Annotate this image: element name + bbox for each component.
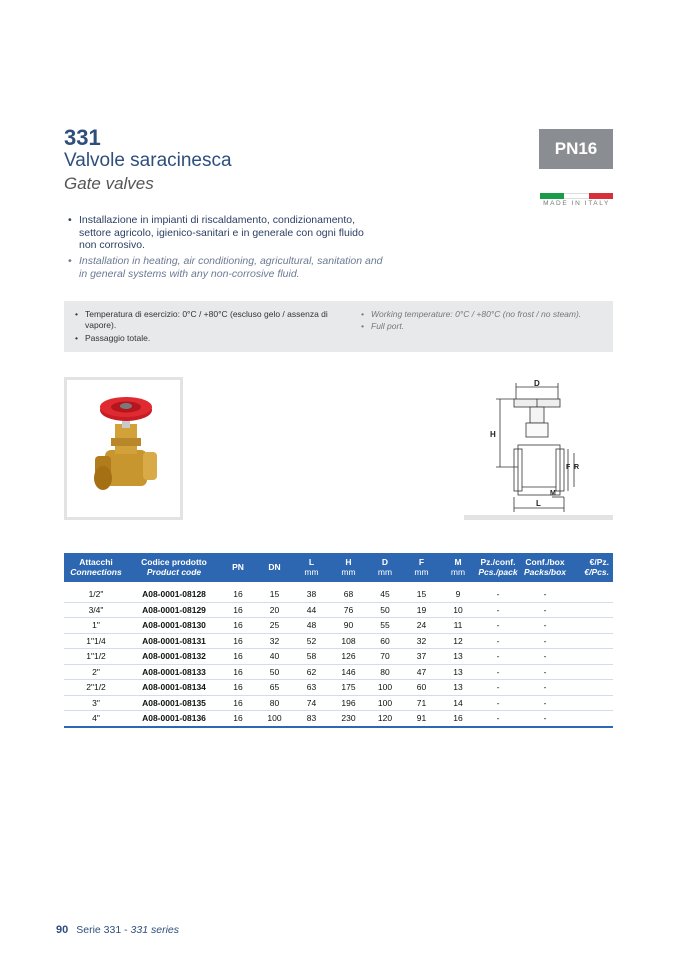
- table-cell: 90: [330, 618, 367, 634]
- table-cell: A08-0001-08131: [128, 633, 220, 649]
- table-cell: 80: [256, 695, 293, 711]
- col-header-f: F mm: [403, 553, 440, 582]
- table-cell: -: [476, 711, 520, 727]
- col-header-m: M mm: [440, 553, 476, 582]
- table-cell: 58: [293, 649, 330, 665]
- table-cell: 15: [256, 587, 293, 602]
- table-cell: 19: [403, 602, 440, 618]
- table-cell: -: [520, 649, 570, 665]
- col-header-pcs-pack: Pz./conf. Pcs./pack: [476, 553, 520, 582]
- table-cell: 12: [440, 633, 476, 649]
- table-cell: 60: [367, 633, 403, 649]
- table-cell: [570, 587, 613, 602]
- table-cell: 2": [64, 664, 128, 680]
- table-cell: 100: [367, 680, 403, 696]
- table-cell: -: [520, 711, 570, 727]
- dim-label-h: H: [490, 430, 496, 439]
- page-footer: [56, 924, 179, 936]
- feature-en-1: • Working temperature: 0°C / +80°C (no frost / no steam).: [371, 309, 611, 320]
- table-cell: 20: [256, 602, 293, 618]
- table-cell: 15: [403, 587, 440, 602]
- table-cell: 13: [440, 649, 476, 665]
- table-cell: -: [476, 664, 520, 680]
- table-cell: 16: [220, 618, 256, 634]
- col-header-h: H mm: [330, 553, 367, 582]
- table-cell: 24: [403, 618, 440, 634]
- table-row: [64, 587, 613, 602]
- table-cell: 62: [293, 664, 330, 680]
- table-cell: -: [476, 633, 520, 649]
- table-cell: 16: [220, 649, 256, 665]
- table-cell: 37: [403, 649, 440, 665]
- col-header-connections: Attacchi Connections: [64, 553, 128, 582]
- table-cell: [570, 711, 613, 727]
- product-code-title: 331: [64, 125, 101, 150]
- table-cell: 40: [256, 649, 293, 665]
- table-cell: [570, 618, 613, 634]
- table-cell: 2"1/2: [64, 680, 128, 696]
- table-cell: 47: [403, 664, 440, 680]
- technical-drawing: [464, 375, 613, 520]
- table-cell: 100: [367, 695, 403, 711]
- italian-flag-icon: [540, 193, 613, 199]
- product-photo: [64, 377, 183, 520]
- table-cell: 52: [293, 633, 330, 649]
- drawing-base-bar: [464, 515, 613, 520]
- table-cell: A08-0001-08129: [128, 602, 220, 618]
- dim-label-m: M: [550, 490, 556, 497]
- page-number: 90: [56, 924, 69, 936]
- col-header-dn: DN: [256, 553, 293, 582]
- table-cell: 70: [367, 649, 403, 665]
- table-cell: 25: [256, 618, 293, 634]
- features-box: [64, 301, 613, 352]
- table-cell: 68: [330, 587, 367, 602]
- table-row: [64, 618, 613, 634]
- table-row: [64, 695, 613, 711]
- table-cell: 3": [64, 695, 128, 711]
- pn-badge: PN16: [539, 129, 613, 169]
- table-cell: -: [520, 664, 570, 680]
- table-cell: A08-0001-08136: [128, 711, 220, 727]
- table-cell: [570, 649, 613, 665]
- table-row: [64, 664, 613, 680]
- table-cell: A08-0001-08133: [128, 664, 220, 680]
- feature-it-1: • Temperatura di esercizio: 0°C / +80°C (escluso gelo / assenza di vapore).: [85, 309, 331, 331]
- table-cell: 74: [293, 695, 330, 711]
- table-cell: 55: [367, 618, 403, 634]
- col-header-product-code: Codice prodotto Product code: [128, 553, 220, 582]
- table-cell: [570, 664, 613, 680]
- table-cell: 50: [256, 664, 293, 680]
- made-in-italy: MADE IN ITALY: [543, 200, 610, 207]
- table-cell: A08-0001-08130: [128, 618, 220, 634]
- table-cell: 4": [64, 711, 128, 727]
- table-cell: [570, 695, 613, 711]
- table-cell: 60: [403, 680, 440, 696]
- table-cell: 16: [220, 680, 256, 696]
- page-title: Valvole saracinesca: [64, 150, 232, 171]
- table-row: [64, 680, 613, 696]
- feature-en-2: • Full port.: [371, 321, 611, 332]
- table-cell: 16: [440, 711, 476, 727]
- col-header-d: D mm: [367, 553, 403, 582]
- table-cell: 1": [64, 618, 128, 634]
- table-cell: 196: [330, 695, 367, 711]
- table-cell: A08-0001-08128: [128, 587, 220, 602]
- table-cell: 1/2": [64, 587, 128, 602]
- table-cell: A08-0001-08135: [128, 695, 220, 711]
- col-header-l: L mm: [293, 553, 330, 582]
- table-cell: -: [520, 587, 570, 602]
- table-cell: 13: [440, 680, 476, 696]
- table-cell: 63: [293, 680, 330, 696]
- table-cell: 71: [403, 695, 440, 711]
- table-cell: -: [476, 618, 520, 634]
- description-it: • Installazione in impianti di riscaldamento, condizionamento, settore agricolo, igienico-sanitari e in generale con ogni fluido non corrosivo.: [79, 214, 379, 252]
- table-cell: 91: [403, 711, 440, 727]
- table-cell: 10: [440, 602, 476, 618]
- table-cell: 146: [330, 664, 367, 680]
- table-cell: 108: [330, 633, 367, 649]
- col-header-price: €/Pz. €/Pcs.: [570, 553, 613, 582]
- table-cell: 32: [256, 633, 293, 649]
- feature-it-2: • Passaggio totale.: [85, 333, 331, 344]
- table-cell: 13: [440, 664, 476, 680]
- dim-label-r: R: [574, 464, 580, 471]
- table-cell: 80: [367, 664, 403, 680]
- table-cell: 38: [293, 587, 330, 602]
- col-header-pn: PN: [220, 553, 256, 582]
- table-cell: [570, 633, 613, 649]
- table-cell: 32: [403, 633, 440, 649]
- footer-series-en: 331 series: [130, 924, 179, 936]
- table-cell: 44: [293, 602, 330, 618]
- table-cell: 16: [220, 711, 256, 727]
- table-cell: 1"1/2: [64, 649, 128, 665]
- table-cell: 16: [220, 602, 256, 618]
- table-cell: 3/4": [64, 602, 128, 618]
- table-cell: 65: [256, 680, 293, 696]
- table-cell: 14: [440, 695, 476, 711]
- table-cell: 16: [220, 587, 256, 602]
- table-cell: 9: [440, 587, 476, 602]
- table-cell: 48: [293, 618, 330, 634]
- flag-red: [589, 193, 613, 199]
- table-cell: 1"1/4: [64, 633, 128, 649]
- description-en: • Installation in heating, air conditioning, agricultural, sanitation and in general systems with any non-corrosive fluid.: [79, 255, 389, 280]
- dim-label-l: L: [536, 499, 541, 508]
- table-cell: 16: [220, 695, 256, 711]
- table-cell: -: [520, 680, 570, 696]
- table-cell: 120: [367, 711, 403, 727]
- table-cell: A08-0001-08134: [128, 680, 220, 696]
- table-row: [64, 633, 613, 649]
- table-cell: [570, 602, 613, 618]
- table-body: [64, 582, 613, 727]
- table-cell: -: [520, 695, 570, 711]
- flag-green: [540, 193, 564, 199]
- table-cell: 50: [367, 602, 403, 618]
- page-subtitle: Gate valves: [64, 174, 154, 193]
- table-cell: -: [520, 618, 570, 634]
- table-cell: 16: [220, 633, 256, 649]
- flag-white: [564, 193, 588, 199]
- table-header-row: [64, 553, 613, 582]
- table-cell: 45: [367, 587, 403, 602]
- dim-label-d: D: [534, 379, 540, 388]
- table-cell: 11: [440, 618, 476, 634]
- table-row: [64, 649, 613, 665]
- table-cell: 230: [330, 711, 367, 727]
- table-cell: -: [476, 587, 520, 602]
- table-cell: 100: [256, 711, 293, 727]
- table-row: [64, 602, 613, 618]
- table-cell: 175: [330, 680, 367, 696]
- table-cell: -: [520, 602, 570, 618]
- table-cell: -: [520, 633, 570, 649]
- table-cell: 76: [330, 602, 367, 618]
- table-cell: A08-0001-08132: [128, 649, 220, 665]
- footer-series-it: Serie 331 -: [76, 924, 128, 936]
- dim-label-f: F: [566, 464, 571, 471]
- table-cell: -: [476, 695, 520, 711]
- table-cell: [570, 680, 613, 696]
- valve-dimension-drawing-icon: [464, 375, 613, 515]
- table-cell: -: [476, 602, 520, 618]
- gate-valve-photo-icon: [67, 380, 180, 517]
- table-row: [64, 711, 613, 727]
- table-cell: -: [476, 649, 520, 665]
- table-cell: 16: [220, 664, 256, 680]
- table-cell: 83: [293, 711, 330, 727]
- table-cell: -: [476, 680, 520, 696]
- col-header-packs-box: Conf./box Packs/box: [520, 553, 570, 582]
- table-cell: 126: [330, 649, 367, 665]
- product-table: [64, 553, 613, 728]
